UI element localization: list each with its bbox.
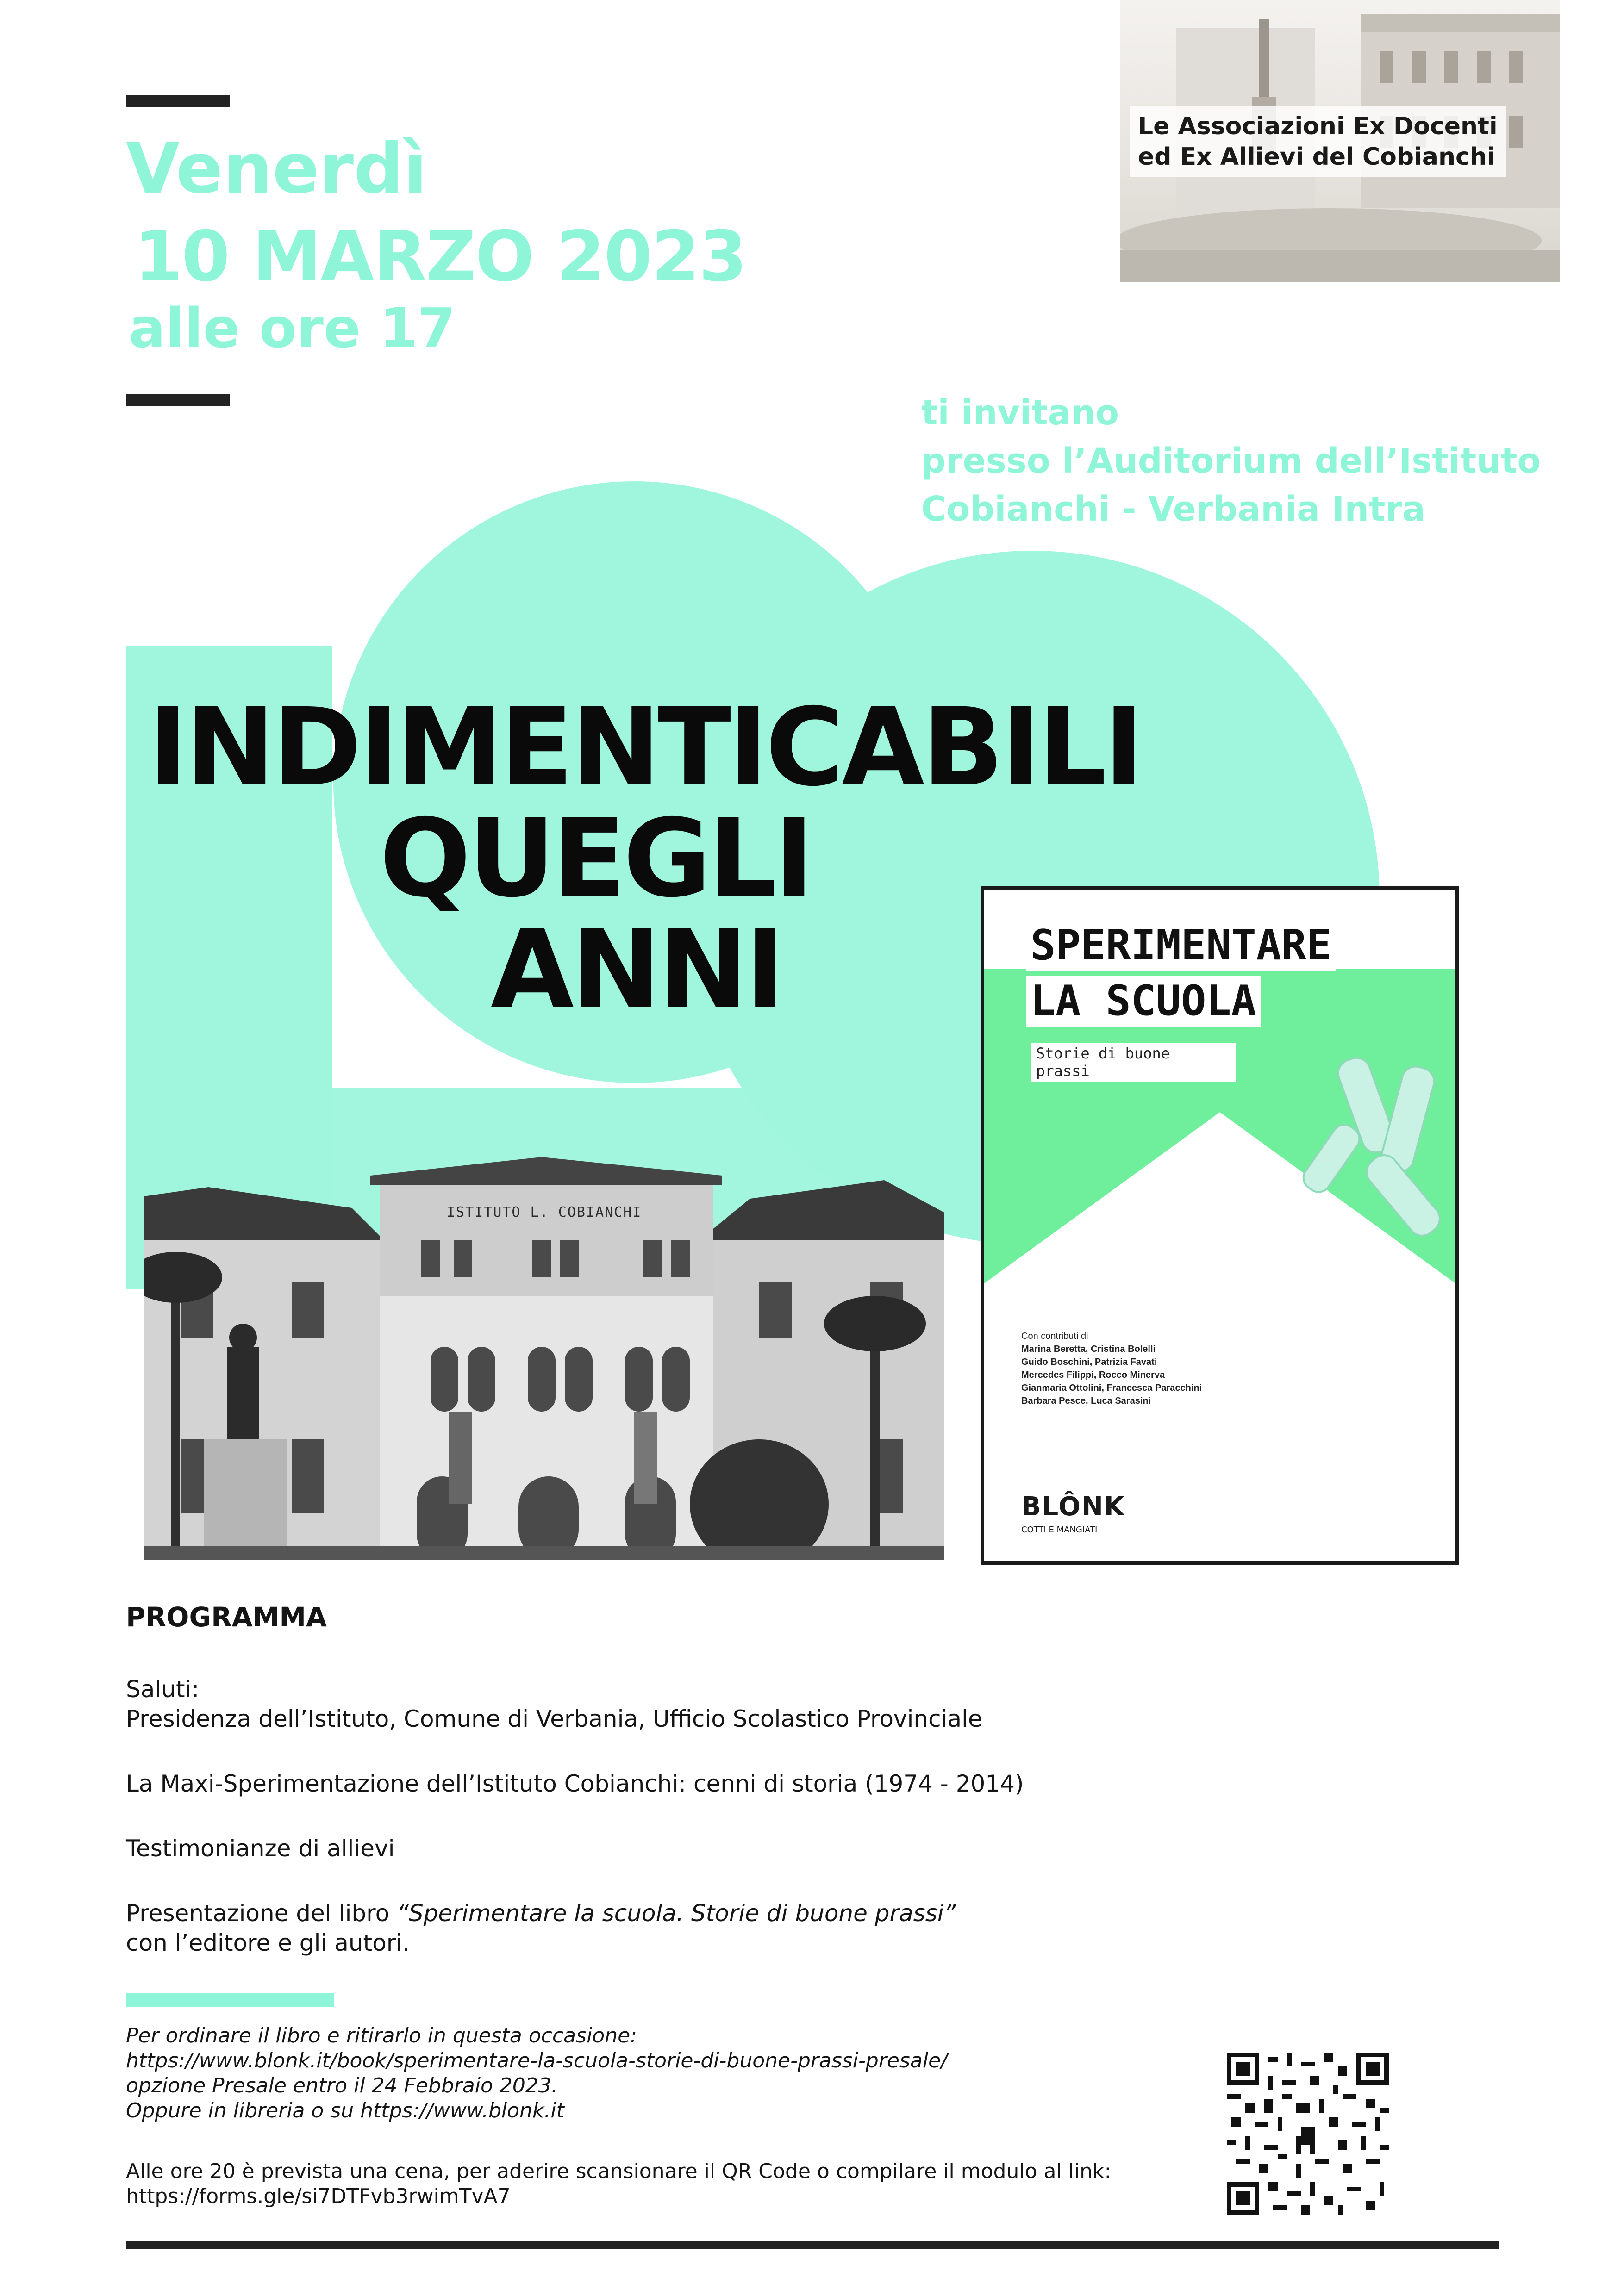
invite-line1: ti invitano [921,393,1119,433]
contributor-line: Barbara Pesce, Luca Sarasini [1021,1396,1151,1406]
programma-item-storia: La Maxi-Sperimentazione dell’Istituto Cobianchi: cenni di storia (1974 - 2014) [126,1770,1024,1797]
historic-photo [1120,0,1560,282]
event-time: alle ore 17 [129,296,456,360]
order-line3: opzione Presale entro il 24 Febbraio 2023. [126,2074,558,2097]
book-contributors [1021,1330,1202,1407]
invite-line3: Cobianchi - Verbania Intra [921,489,1425,529]
invite-line2: presso l’Auditorium dell’Istituto [921,441,1541,481]
associations-label-box [1130,106,1506,177]
book-title-line1: SPERIMENTARE [1026,920,1336,971]
programma-item-testimonianze: Testimonianze di allievi [126,1835,395,1862]
saluti-label: Saluti: [126,1676,200,1703]
dinner-line1: Alle ore 20 è prevista una cena, per aderire scansionare il QR Code o compilare il modulo al link: [126,2159,1112,2183]
order-line1: Per ordinare il libro e ritirarlo in questa occasione: [126,2024,637,2047]
book-title-quote: “Sperimentare la scuola. Storie di buone prassi” [397,1900,956,1927]
saluti-text: Presidenza dell’Istituto, Comune di Verbania, Ufficio Scolastico Provinciale [126,1705,982,1732]
dinner-info [126,2159,1237,2209]
event-date: 10 MARZO 2023 [134,217,746,297]
programma-heading: PROGRAMMA [126,1601,327,1633]
book-title-line2: LA SCUOLA [1026,976,1261,1027]
facade-sign: ISTITUTO L. COBIANCHI [447,1204,642,1220]
title-line1: INDIMENTICABILI [148,685,1141,810]
publisher-logo: BLÔNK [1021,1492,1125,1522]
order-line4: Oppure in libreria o su https://www.blonk.it [126,2099,564,2122]
qr-code[interactable] [1227,2053,1389,2215]
date-divider [126,394,230,406]
top-divider [126,95,230,107]
title-line2: QUEGLI [380,796,812,921]
presentazione-suffix: con l’editore e gli autori. [126,1929,410,1956]
school-building-photo [144,1088,944,1560]
contributors-intro: Con contributi di [1021,1331,1088,1341]
associations-line2: ed Ex Allievi del Cobianchi [1138,143,1495,171]
book-subtitle: Storie di buone prassi [1031,1043,1236,1082]
qr-code-graphic [1227,2053,1389,2215]
order-info [126,2023,1191,2123]
contributor-line: Mercedes Filippi, Rocco Minerva [1021,1370,1165,1380]
title-line3: ANNI [491,907,783,1032]
footer-accent-bar [126,1993,334,2007]
dinner-form-link[interactable]: https://forms.gle/si7DTFvb3rwimTvA7 [126,2184,511,2208]
presentazione-prefix: Presentazione del libro [126,1900,397,1927]
invite-text [921,389,1541,533]
contributor-line: Guido Boschini, Patrizia Favati [1021,1357,1157,1367]
programma-item-presentazione [126,1898,1376,1928]
bottom-divider [126,2241,1499,2249]
contributor-line: Marina Beretta, Cristina Bolelli [1021,1344,1156,1354]
school-building-illustration [144,1088,944,1560]
associations-line1: Le Associazioni Ex Docenti [1138,112,1498,140]
publisher-tagline: COTTI E MANGIATI [1021,1525,1098,1535]
contributor-line: Gianmaria Ottolini, Francesca Paracchini [1021,1383,1202,1393]
event-day: Venerdì [126,129,427,209]
book-cover [981,886,1459,1565]
programma-list [126,1674,1376,1958]
order-link[interactable]: https://www.blonk.it/book/sperimentare-la-scuola-storie-di-buone-prassi-presale/ [126,2049,948,2072]
